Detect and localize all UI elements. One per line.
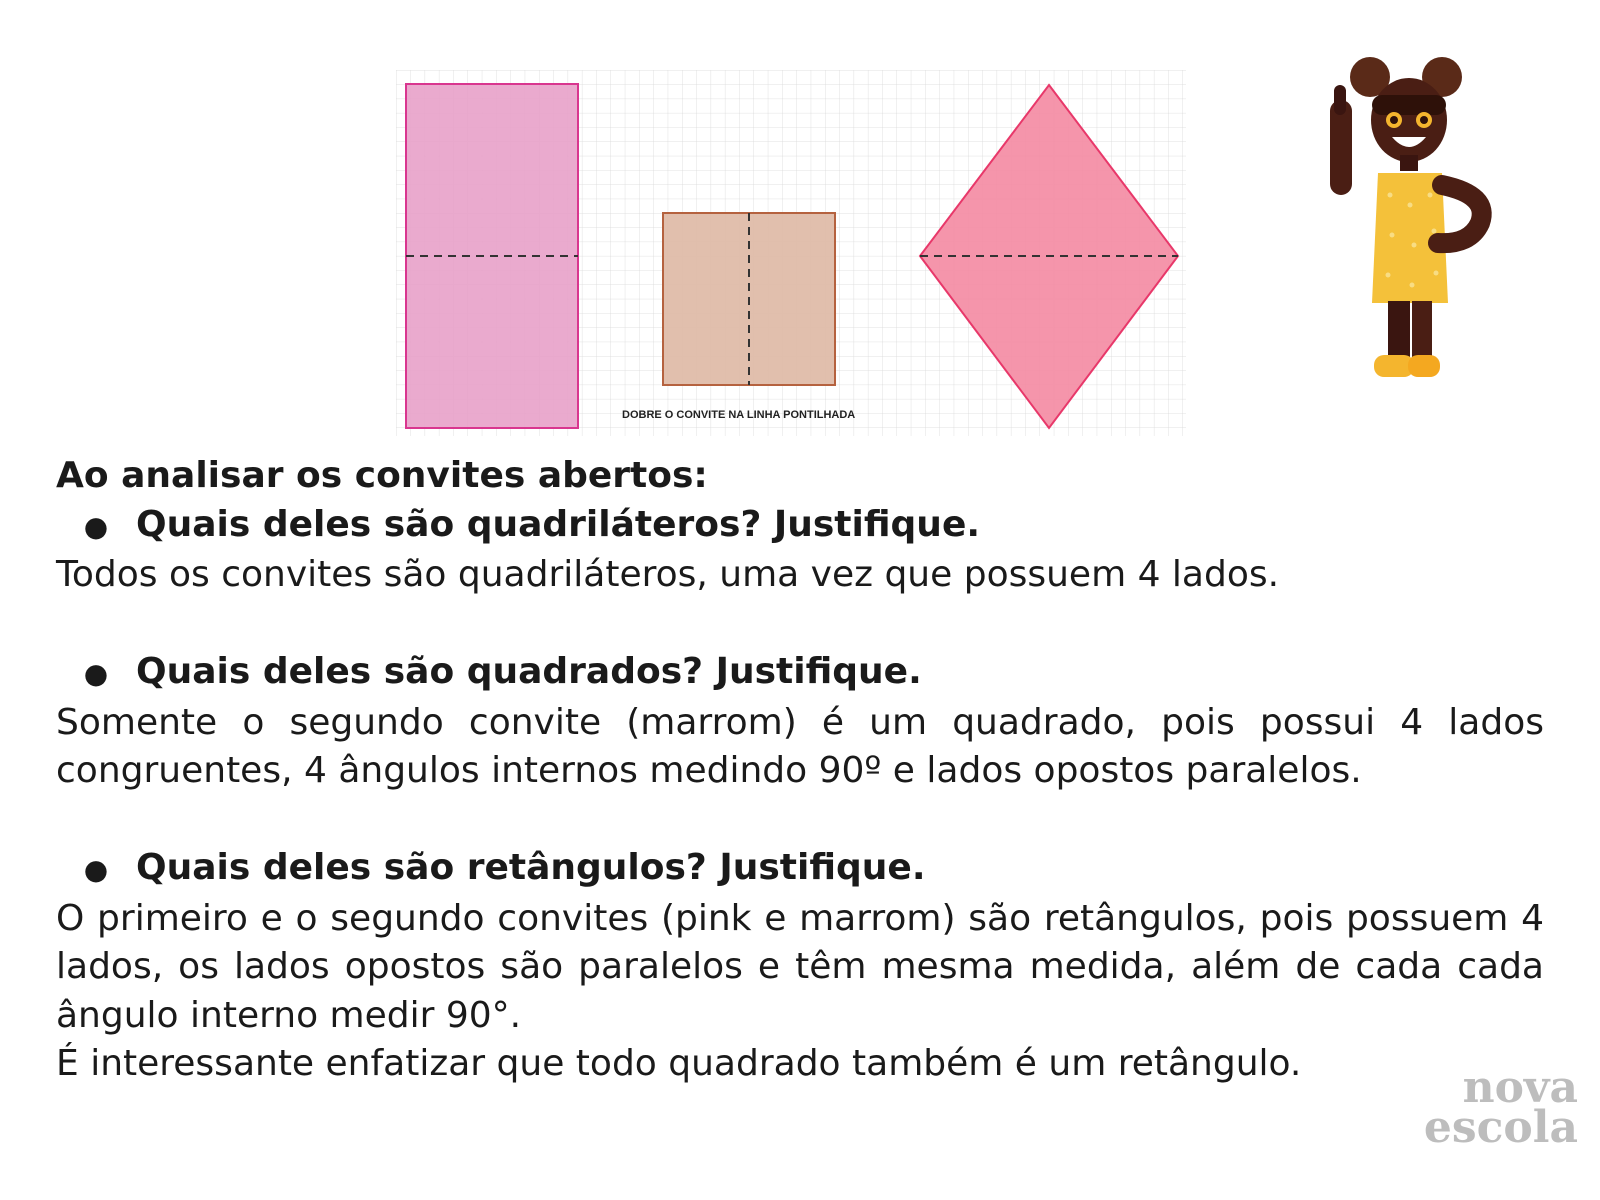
content-block (56, 452, 1544, 1089)
question-2 (56, 648, 1544, 699)
answer-3: O primeiro e o segundo convites (pink e marrom) são retângulos, pois possuem 4 lados, os lados opostos são paralelos e têm mesma medida, além de cada cada ângulo interno medir 90°. (56, 897, 1544, 1036)
section-heading: Ao analisar os convites abertos: (56, 455, 708, 496)
bullet-icon: ● (83, 509, 109, 543)
question-1-text: Quais deles são quadriláteros? Justifique. (136, 503, 981, 545)
answer-1: Todos os convites são quadriláteros, uma vez que possuem 4 lados. (56, 554, 1280, 595)
fold-caption: DOBRE O CONVITE NA LINHA PONTILHADA (622, 409, 856, 421)
nova-escola-logo (1418, 1062, 1578, 1153)
bullet-icon: ● (83, 657, 109, 690)
shapes-figure (396, 70, 1186, 436)
logo-line-1: nova (1462, 1062, 1578, 1113)
question-3-text: Quais deles são retângulos? Justifique. (136, 847, 926, 888)
bullet-icon: ● (83, 853, 109, 886)
logo-line-2: escola (1423, 1102, 1578, 1153)
question-1 (56, 501, 1544, 552)
answer-2: Somente o segundo convite (marrom) é um quadrado, pois possui 4 lados congruentes, 4 ângulos internos medindo 90º e lados opostos paralelos. (56, 701, 1544, 791)
girl-illustration-icon (1330, 55, 1510, 395)
question-3 (56, 844, 1544, 895)
question-2-text: Quais deles são quadrados? Justifique. (136, 651, 922, 692)
answer-3-note: É interessante enfatizar que todo quadrado também é um retângulo. (56, 1043, 1302, 1084)
